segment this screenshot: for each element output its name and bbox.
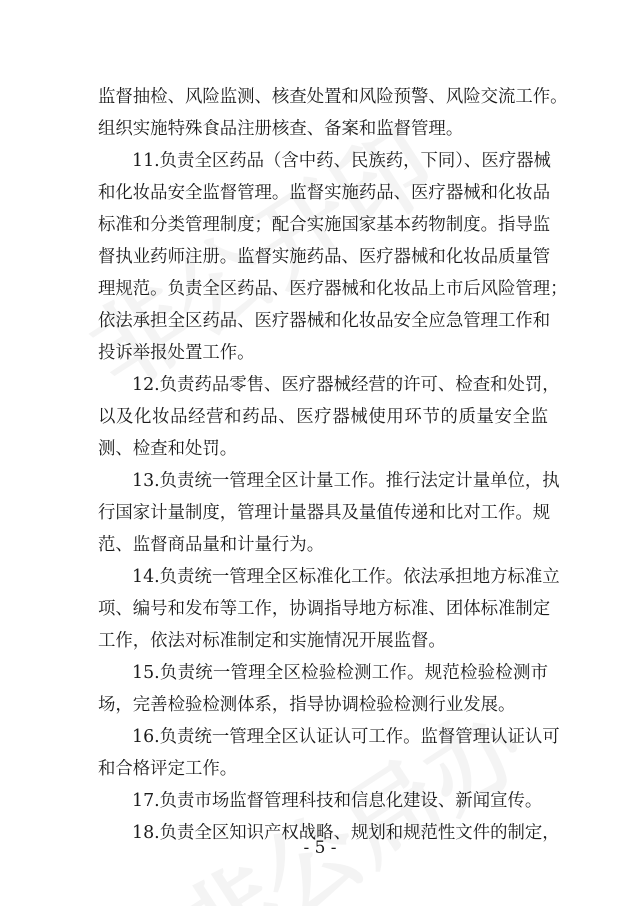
text-line: 投诉举报处置工作。 — [98, 343, 255, 363]
paragraph-start: 12.负责药品零售、医疗器械经营的许可、检查和处罚， — [132, 375, 560, 395]
text-line: 依法承担全区药品、医疗器械和化妆品安全应急管理工作和 — [98, 311, 551, 331]
paragraph-start: 17.负责市场监督管理科技和信息化建设、新闻宣传。 — [132, 791, 543, 811]
paragraph-start: 18.负责全区知识产权战略、规划和规范性文件的制定， — [132, 823, 560, 843]
text-line: 和化妆品安全监督管理。监督实施药品、医疗器械和化妆品 — [98, 183, 551, 203]
text-line: 和合格评定工作。 — [98, 759, 238, 779]
text-line: 组织实施特殊食品注册核查、备案和监督管理。 — [98, 119, 464, 139]
paragraph-start: 11.负责全区药品（含中药、民族药，下同）、医疗器械 — [132, 151, 551, 171]
text-line: 理规范。负责全区药品、医疗器械和化妆品上市后风险管理； — [98, 279, 568, 299]
text-line: 标准和分类管理制度；配合实施国家基本药物制度。指导监 — [98, 215, 551, 235]
text-line: 以及化妆品经营和药品、医疗器械使用环节的质量安全监 — [98, 407, 548, 427]
paragraph-start: 14.负责统一管理全区标准化工作。依法承担地方标准立 — [132, 567, 560, 587]
paragraph-start: 15.负责统一管理全区检验检测工作。规范检验检测市 — [132, 663, 548, 683]
text-line: 行国家计量制度，管理计量器具及量值传递和比对工作。规 — [98, 503, 551, 523]
text-line: 测、检查和处罚。 — [98, 439, 238, 459]
text-line: 范、监督商品量和计量行为。 — [98, 535, 325, 555]
text-line: 工作，依法对标准制定和实施情况开展监督。 — [98, 631, 446, 651]
text-line: 督执业药师注册。监督实施药品、医疗器械和化妆品质量管 — [98, 247, 551, 267]
text-line: 监督抽检、风险监测、核查处置和风险预警、风险交流工作。 — [98, 87, 568, 107]
text-line: 场，完善检验检测体系，指导协调检验检测行业发展。 — [98, 695, 516, 715]
paragraph-start: 16.负责统一管理全区认证认可工作。监督管理认证认可 — [132, 727, 560, 747]
paragraph-start: 13.负责统一管理全区计量工作。推行法定计量单位，执 — [132, 471, 560, 491]
page-number: - 5 - — [303, 838, 337, 858]
text-line: 项、编号和发布等工作，协调指导地方标准、团体标准制定 — [98, 599, 551, 619]
